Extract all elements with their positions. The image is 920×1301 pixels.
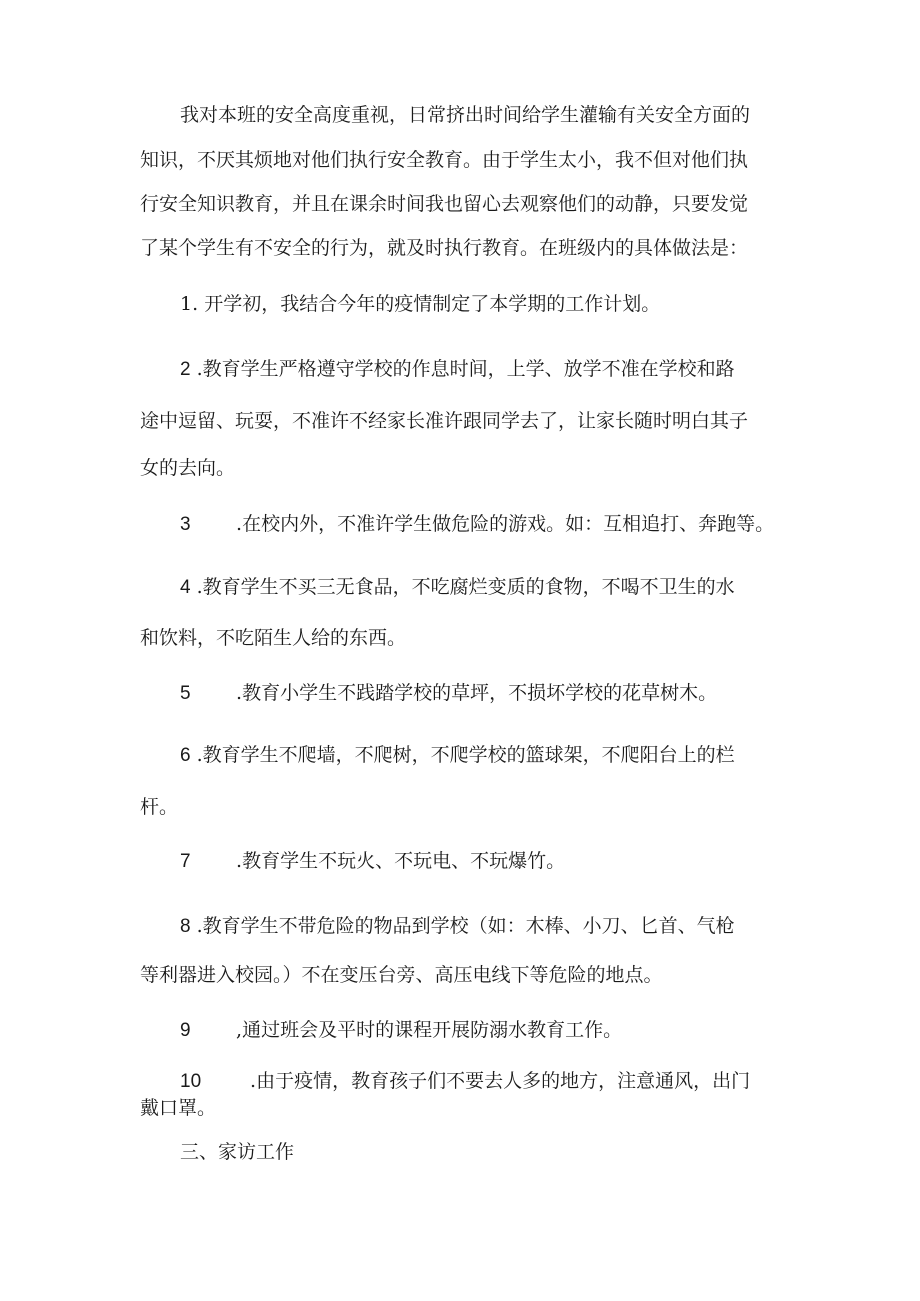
- list-item-number: 3: [180, 514, 191, 535]
- list-item-number: 10: [180, 1071, 202, 1092]
- intro-line-2: 知识，不厌其烦地对他们执行安全教育。由于学生太小，我不但对他们执: [140, 149, 749, 171]
- list-item-text: 途中逗留、玩耍，不准许不经家长准许跟同学去了，让家长随时明白其子: [140, 410, 749, 432]
- list-item-text: .教育学生不爬墙，不爬树，不爬学校的篮球架，不爬阳台上的栏: [196, 744, 735, 766]
- list-item-number: 6: [180, 745, 191, 766]
- list-item-text: .教育学生不玩火、不玩电、不玩爆竹。: [236, 850, 566, 872]
- list-item-number: 7: [180, 851, 191, 872]
- list-item-text: .教育小学生不践踏学校的草坪，不损坏学校的花草树木。: [236, 682, 718, 704]
- list-item-number: 4: [180, 577, 191, 598]
- list-item-number: 2: [180, 359, 191, 380]
- list-item-text: .在校内外，不准许学生做危险的游戏。如：互相追打、奔跑等。: [236, 513, 775, 535]
- list-item-text: .教育学生不带危险的物品到学校（如：木棒、小刀、匕首、气枪: [196, 915, 735, 937]
- list-item-text: 开学初，我结合今年的疫情制定了本学期的工作计划。: [204, 293, 661, 315]
- list-item-number: 1.: [180, 293, 199, 315]
- list-item-text: ,通过班会及平时的课程开展防溺水教育工作。: [236, 1019, 623, 1041]
- list-item-text: .教育学生严格遵守学校的作息时间，上学、放学不准在学校和路: [196, 358, 735, 380]
- list-item-text: .由于疫情，教育孩子们不要去人多的地方，注意通风，出门: [250, 1070, 751, 1092]
- list-item-text: .教育学生不买三无食品，不吃腐烂变质的食物，不喝不卫生的水: [196, 576, 735, 598]
- list-item-text: 戴口罩。: [140, 1097, 217, 1119]
- list-item-text: 和饮料，不吃陌生人给的东西。: [140, 627, 407, 649]
- list-item-number: 9: [180, 1020, 191, 1041]
- section-heading: 三、家访工作: [180, 1141, 295, 1163]
- intro-line-4: 了某个学生有不安全的行为，就及时执行教育。在班级内的具体做法是：: [140, 237, 749, 259]
- intro-line-3: 行安全知识教育，并且在课余时间我也留心去观察他们的动静，只要发觉: [140, 193, 749, 215]
- list-item-text: 女的去向。: [140, 457, 236, 479]
- list-item-number: 8: [180, 916, 191, 937]
- list-item-text: 杆。: [140, 796, 179, 818]
- intro-line-1: 我对本班的安全高度重视，日常挤出时间给学生灌输有关安全方面的: [180, 104, 751, 126]
- list-item-number: 5: [180, 683, 191, 704]
- list-item-text: 等利器进入校园。）不在变压台旁、高压电线下等危险的地点。: [140, 964, 663, 986]
